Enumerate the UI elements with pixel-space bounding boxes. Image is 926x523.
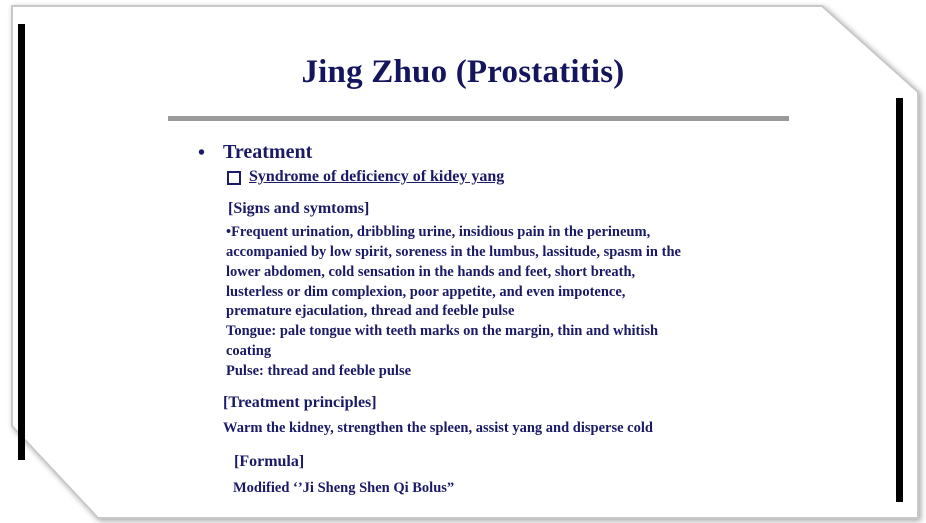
signs-line: premature ejaculation, thread and feeble pulse bbox=[226, 303, 515, 319]
title-divider bbox=[168, 116, 789, 121]
signs-heading: [Signs and symtoms] bbox=[228, 200, 370, 217]
treatment-heading: Treatment bbox=[223, 141, 313, 163]
principles-heading: [Treatment principles] bbox=[223, 394, 377, 411]
pulse-line: Pulse: thread and feeble pulse bbox=[226, 363, 412, 379]
signs-line: accompanied by low spirit, soreness in the lumbus, lassitude, spasm in the bbox=[226, 244, 681, 260]
principles-text: Warm the kidney, strengthen the spleen, assist yang and disperse cold bbox=[223, 420, 653, 436]
signs-line: lusterless or dim complexion, poor appetite, and even impotence, bbox=[226, 284, 626, 300]
formula-text: Modified ‘’Ji Sheng Shen Qi Bolus” bbox=[233, 480, 455, 496]
tongue-line: coating bbox=[226, 343, 272, 359]
formula-heading: [Formula] bbox=[234, 453, 305, 470]
slide-title: Jing Zhuo (Prostatitis) bbox=[301, 54, 625, 90]
bullet-marker: • bbox=[198, 142, 206, 164]
tongue-line: Tongue: pale tongue with teeth marks on the margin, thin and whitish bbox=[226, 323, 659, 339]
signs-line: lower abdomen, cold sensation in the hands and feet, short breath, bbox=[226, 264, 636, 280]
signs-line: •Frequent urination, dribbling urine, insidious pain in the perineum, bbox=[226, 224, 651, 240]
hollow-square-bullet-icon bbox=[227, 171, 241, 185]
right-accent-bar bbox=[896, 98, 903, 502]
syndrome-label: Syndrome of deficiency of kidey yang bbox=[249, 168, 505, 185]
